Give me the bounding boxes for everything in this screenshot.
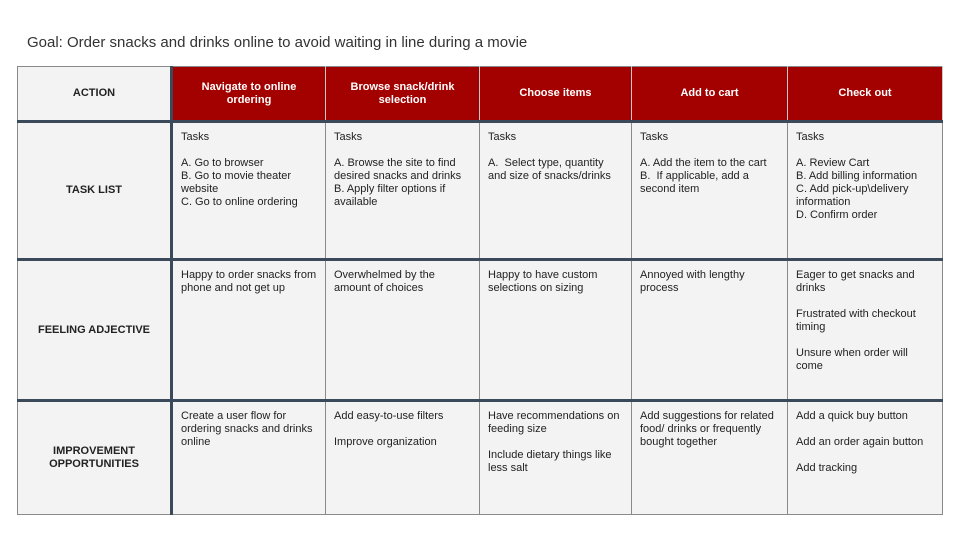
feeling-cell bbox=[632, 260, 788, 401]
cell-text-line: B. Apply filter options if available bbox=[334, 183, 449, 208]
line-spacer bbox=[796, 423, 934, 436]
cell-text-line: Tasks bbox=[796, 131, 825, 143]
line-spacer bbox=[796, 449, 934, 462]
cell-text-line: B. If applicable, add a second item bbox=[640, 170, 752, 195]
improvement-cell bbox=[788, 401, 943, 515]
cell-text-line: Include dietary things like less salt bbox=[488, 449, 615, 474]
task-list-row bbox=[18, 122, 943, 260]
feeling-cell bbox=[480, 260, 632, 401]
tasks-cell bbox=[632, 122, 788, 260]
line-spacer bbox=[796, 295, 934, 308]
cell-text-line: Happy to have custom selections on sizing bbox=[488, 269, 601, 294]
cell-text-line: Tasks bbox=[488, 131, 517, 143]
cell-text-line: Improve organization bbox=[334, 436, 437, 448]
cell-text-line: C. Go to online ordering bbox=[181, 196, 298, 208]
line-spacer bbox=[796, 334, 934, 347]
cell-text-line: A. Select type, quantity and size of snacks/drinks bbox=[488, 157, 611, 182]
goal-title: Goal: Order snacks and drinks online to avoid waiting in line during a movie bbox=[27, 34, 528, 51]
row-label-action: ACTION bbox=[18, 67, 172, 122]
line-spacer bbox=[334, 144, 471, 157]
cell-text-line: Add an order again button bbox=[796, 436, 924, 448]
stage-header-check-out: Check out bbox=[788, 67, 943, 122]
cell-text-line: Frustrated with checkout timing bbox=[796, 308, 919, 333]
line-spacer bbox=[640, 144, 779, 157]
line-spacer bbox=[181, 144, 317, 157]
cell-text-line: Eager to get snacks and drinks bbox=[796, 269, 918, 294]
cell-text-line: Add suggestions for related food/ drinks or frequently bought together bbox=[640, 410, 777, 448]
cell-text-line: A. Add the item to the cart bbox=[640, 157, 767, 169]
user-journey-map-table bbox=[17, 66, 943, 515]
cell-text-line: D. Confirm order bbox=[796, 209, 878, 221]
line-spacer bbox=[488, 436, 623, 449]
cell-text-line: B. Go to movie theater website bbox=[181, 170, 295, 195]
line-spacer bbox=[796, 144, 934, 157]
cell-text-line: Overwhelmed by the amount of choices bbox=[334, 269, 438, 294]
row-label-feeling: FEELING ADJECTIVE bbox=[18, 260, 172, 401]
cell-text-line: Tasks bbox=[181, 131, 210, 143]
stage-header-add-to-cart: Add to cart bbox=[632, 67, 788, 122]
tasks-cell bbox=[480, 122, 632, 260]
line-spacer bbox=[488, 144, 623, 157]
feeling-cell bbox=[326, 260, 480, 401]
cell-text-line: Create a user flow for ordering snacks and drinks online bbox=[181, 410, 316, 448]
cell-text-line: C. Add pick-up\delivery information bbox=[796, 183, 912, 208]
stage-header-choose: Choose items bbox=[480, 67, 632, 122]
cell-text-line: Annoyed with lengthy process bbox=[640, 269, 748, 294]
stage-header-browse: Browse snack/drink selection bbox=[326, 67, 480, 122]
improvement-cell bbox=[480, 401, 632, 515]
tasks-cell bbox=[788, 122, 943, 260]
cell-text-line: Unsure when order will come bbox=[796, 347, 911, 372]
feeling-cell bbox=[172, 260, 326, 401]
cell-text-line: Add a quick buy button bbox=[796, 410, 908, 422]
cell-text-line: Tasks bbox=[640, 131, 669, 143]
tasks-cell bbox=[326, 122, 480, 260]
cell-text-line: Add tracking bbox=[796, 462, 858, 474]
action-row bbox=[18, 67, 943, 122]
cell-text-line: Add easy-to-use filters bbox=[334, 410, 444, 422]
row-label-improvement: IMPROVEMENT OPPORTUNITIES bbox=[18, 401, 172, 515]
improvement-cell bbox=[632, 401, 788, 515]
cell-text-line: B. Add billing information bbox=[796, 170, 918, 182]
cell-text-line: A. Browse the site to find desired snacks and drinks bbox=[334, 157, 462, 182]
feeling-cell bbox=[788, 260, 943, 401]
cell-text-line: A. Go to browser bbox=[181, 157, 264, 169]
improvement-cell bbox=[172, 401, 326, 515]
improvement-cell bbox=[326, 401, 480, 515]
stage-header-navigate: Navigate to online ordering bbox=[172, 67, 326, 122]
cell-text-line: A. Review Cart bbox=[796, 157, 870, 169]
tasks-cell bbox=[172, 122, 326, 260]
cell-text-line: Happy to order snacks from phone and not get up bbox=[181, 269, 320, 294]
cell-text-line: Have recommendations on feeding size bbox=[488, 410, 623, 435]
feeling-row bbox=[18, 260, 943, 401]
improvement-row bbox=[18, 401, 943, 515]
cell-text-line: Tasks bbox=[334, 131, 363, 143]
line-spacer bbox=[334, 423, 471, 436]
row-label-task-list: TASK LIST bbox=[18, 122, 172, 260]
